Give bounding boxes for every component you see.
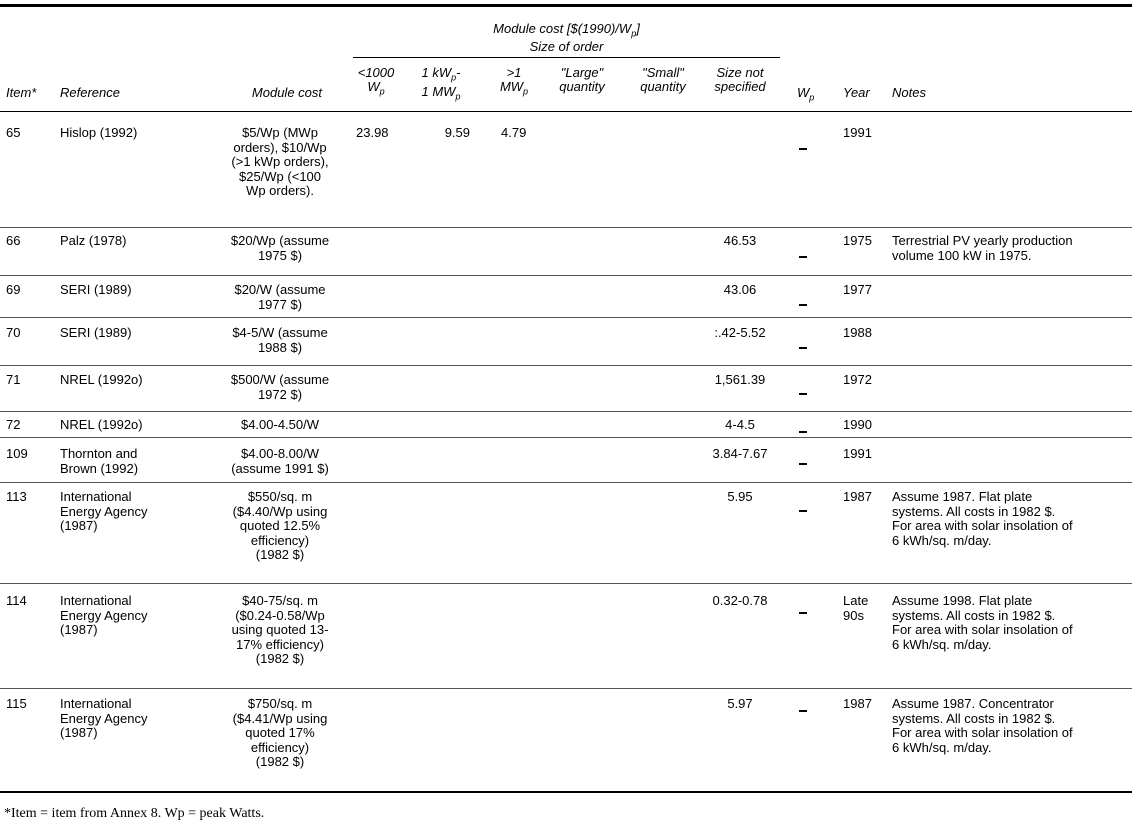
col-header-lt1000: <1000 $W_p$ xyxy=(357,65,395,97)
row-113-wp-dash xyxy=(799,510,807,512)
group-title: Module cost $[\$(1990)/W_p]$ xyxy=(493,21,640,39)
row-115-year: 1987 xyxy=(843,696,872,711)
row-113-size-not-specified: 5.95 xyxy=(727,489,753,504)
row-115-module-cost: $750/sq. m ($4.41/Wp using quoted 17% efficiency) (1982 $) xyxy=(232,696,328,769)
row-70-wp-dash xyxy=(799,347,807,349)
row-113-reference: International Energy Agency (1987) xyxy=(60,489,148,533)
row-65-reference: Hislop (1992) xyxy=(60,125,138,140)
bottom-rule xyxy=(0,791,1132,793)
row-114-item: 114 xyxy=(6,593,27,608)
row-71-item: 71 xyxy=(6,372,21,387)
row-115-wp-dash xyxy=(799,710,807,712)
footnote: *Item = item from Annex 8. Wp = peak Watts. xyxy=(4,806,265,821)
row-109-year: 1991 xyxy=(843,446,872,461)
col-header-year: Year xyxy=(843,85,870,100)
col-header-wp: $W_p$ xyxy=(797,85,815,103)
row-65-1kw-1mw: 9.59 xyxy=(444,125,470,140)
row-71-wp-dash xyxy=(799,393,807,395)
col-header-small-quantity: "Small" quantity xyxy=(640,65,686,94)
row-65-item: 65 xyxy=(6,125,21,140)
row-72-reference: NREL (1992o) xyxy=(60,417,143,432)
row-71-year: 1972 xyxy=(843,372,872,387)
col-header-gt1mw: >1 $MW_p$ xyxy=(499,65,529,97)
col-header-item: Item* xyxy=(6,85,37,100)
row-71-size-not-specified: 1,561.39 xyxy=(714,372,766,387)
row-109-size-not-specified: 3.84-7.67 xyxy=(712,446,768,461)
row-109-item: 109 xyxy=(6,446,28,461)
row-113-notes: Assume 1987. Flat plate systems. All costs in 1982 $. For area with solar insolation of 6 kWh/sq. m/day. xyxy=(892,489,1073,548)
row-109-module-cost: $4.00-8.00/W (assume 1991 $) xyxy=(231,446,329,476)
row-115-item: 115 xyxy=(6,696,27,711)
col-header-notes: Notes xyxy=(892,85,926,100)
row-114-reference: International Energy Agency (1987) xyxy=(60,593,148,637)
row-114-year: Late 90s xyxy=(843,593,869,623)
row-69-module-cost: $20/W (assume 1977 $) xyxy=(234,282,326,312)
row-69-reference: SERI (1989) xyxy=(60,282,132,297)
row-65-lt1000: 23.98 xyxy=(356,125,389,140)
header-rule xyxy=(0,111,1132,112)
row-divider xyxy=(0,227,1132,228)
row-70-reference: SERI (1989) xyxy=(60,325,132,340)
row-109-wp-dash xyxy=(799,463,807,465)
row-69-wp-dash xyxy=(799,304,807,306)
row-69-year: 1977 xyxy=(843,282,872,297)
size-of-order-rule xyxy=(353,57,780,58)
row-65-year: 1991 xyxy=(843,125,872,140)
row-divider xyxy=(0,317,1132,318)
row-114-notes: Assume 1998. Flat plate systems. All costs in 1982 $. For area with solar insolation of 6 kWh/sq. m/day. xyxy=(892,593,1073,652)
col-header-reference: Reference xyxy=(60,85,120,100)
row-divider xyxy=(0,365,1132,366)
col-header-large-quantity: "Large" quantity xyxy=(559,65,605,94)
row-109-reference: Thornton and Brown (1992) xyxy=(60,446,139,476)
row-113-year: 1987 xyxy=(843,489,872,504)
row-70-module-cost: $4-5/W (assume 1988 $) xyxy=(232,325,328,355)
row-69-item: 69 xyxy=(6,282,21,297)
row-113-module-cost: $550/sq. m ($4.40/Wp using quoted 12.5% efficiency) (1982 $) xyxy=(232,489,328,562)
top-rule xyxy=(0,4,1132,7)
row-115-size-not-specified: 5.97 xyxy=(727,696,753,711)
row-divider xyxy=(0,688,1132,689)
row-divider xyxy=(0,583,1132,584)
row-70-year: 1988 xyxy=(843,325,872,340)
row-66-item: 66 xyxy=(6,233,21,248)
row-divider xyxy=(0,482,1132,483)
row-66-notes: Terrestrial PV yearly production volume 100 kW in 1975. xyxy=(892,233,1073,263)
row-65-module-cost: $5/Wp (MWp orders), $10/Wp (>1 kWp orders), $25/Wp (<100 Wp orders). xyxy=(231,125,329,198)
row-66-reference: Palz (1978) xyxy=(60,233,127,248)
col-header-1kw-1mw: 1 $kW_p-$ 1 $MW_p$ xyxy=(421,65,461,102)
row-divider xyxy=(0,437,1132,438)
row-72-year: 1990 xyxy=(843,417,872,432)
row-65-wp-dash xyxy=(799,148,807,150)
row-divider xyxy=(0,411,1132,412)
row-72-size-not-specified: 4-4.5 xyxy=(725,417,755,432)
row-114-size-not-specified: 0.32-0.78 xyxy=(712,593,768,608)
row-72-wp-dash xyxy=(799,431,807,433)
row-66-wp-dash xyxy=(799,256,807,258)
col-header-size-not-specified: Size not specified xyxy=(714,65,766,94)
row-115-reference: International Energy Agency (1987) xyxy=(60,696,148,740)
row-115-notes: Assume 1987. Concentrator systems. All costs in 1982 $. For area with solar insolation of 6 kWh/sq. m/day. xyxy=(892,696,1073,755)
row-72-item: 72 xyxy=(6,417,21,432)
size-of-order-label: Size of order xyxy=(529,39,604,54)
row-69-size-not-specified: 43.06 xyxy=(723,282,757,297)
row-114-wp-dash xyxy=(799,612,807,614)
row-70-size-not-specified: :.42-5.52 xyxy=(714,325,766,340)
row-113-item: 113 xyxy=(6,489,27,504)
row-66-size-not-specified: 46.53 xyxy=(723,233,757,248)
row-65-gt1mw: 4.79 xyxy=(501,125,527,140)
row-66-module-cost: $20/Wp (assume 1975 $) xyxy=(230,233,330,263)
row-66-year: 1975 xyxy=(843,233,872,248)
row-71-module-cost: $500/W (assume 1972 $) xyxy=(230,372,330,402)
row-72-module-cost: $4.00-4.50/W xyxy=(240,417,320,432)
row-71-reference: NREL (1992o) xyxy=(60,372,143,387)
col-header-module-cost: Module cost xyxy=(251,85,322,100)
row-70-item: 70 xyxy=(6,325,21,340)
row-114-module-cost: $40-75/sq. m ($0.24-0.58/Wp using quoted 13- 17% efficiency) (1982 $) xyxy=(231,593,329,666)
row-divider xyxy=(0,275,1132,276)
